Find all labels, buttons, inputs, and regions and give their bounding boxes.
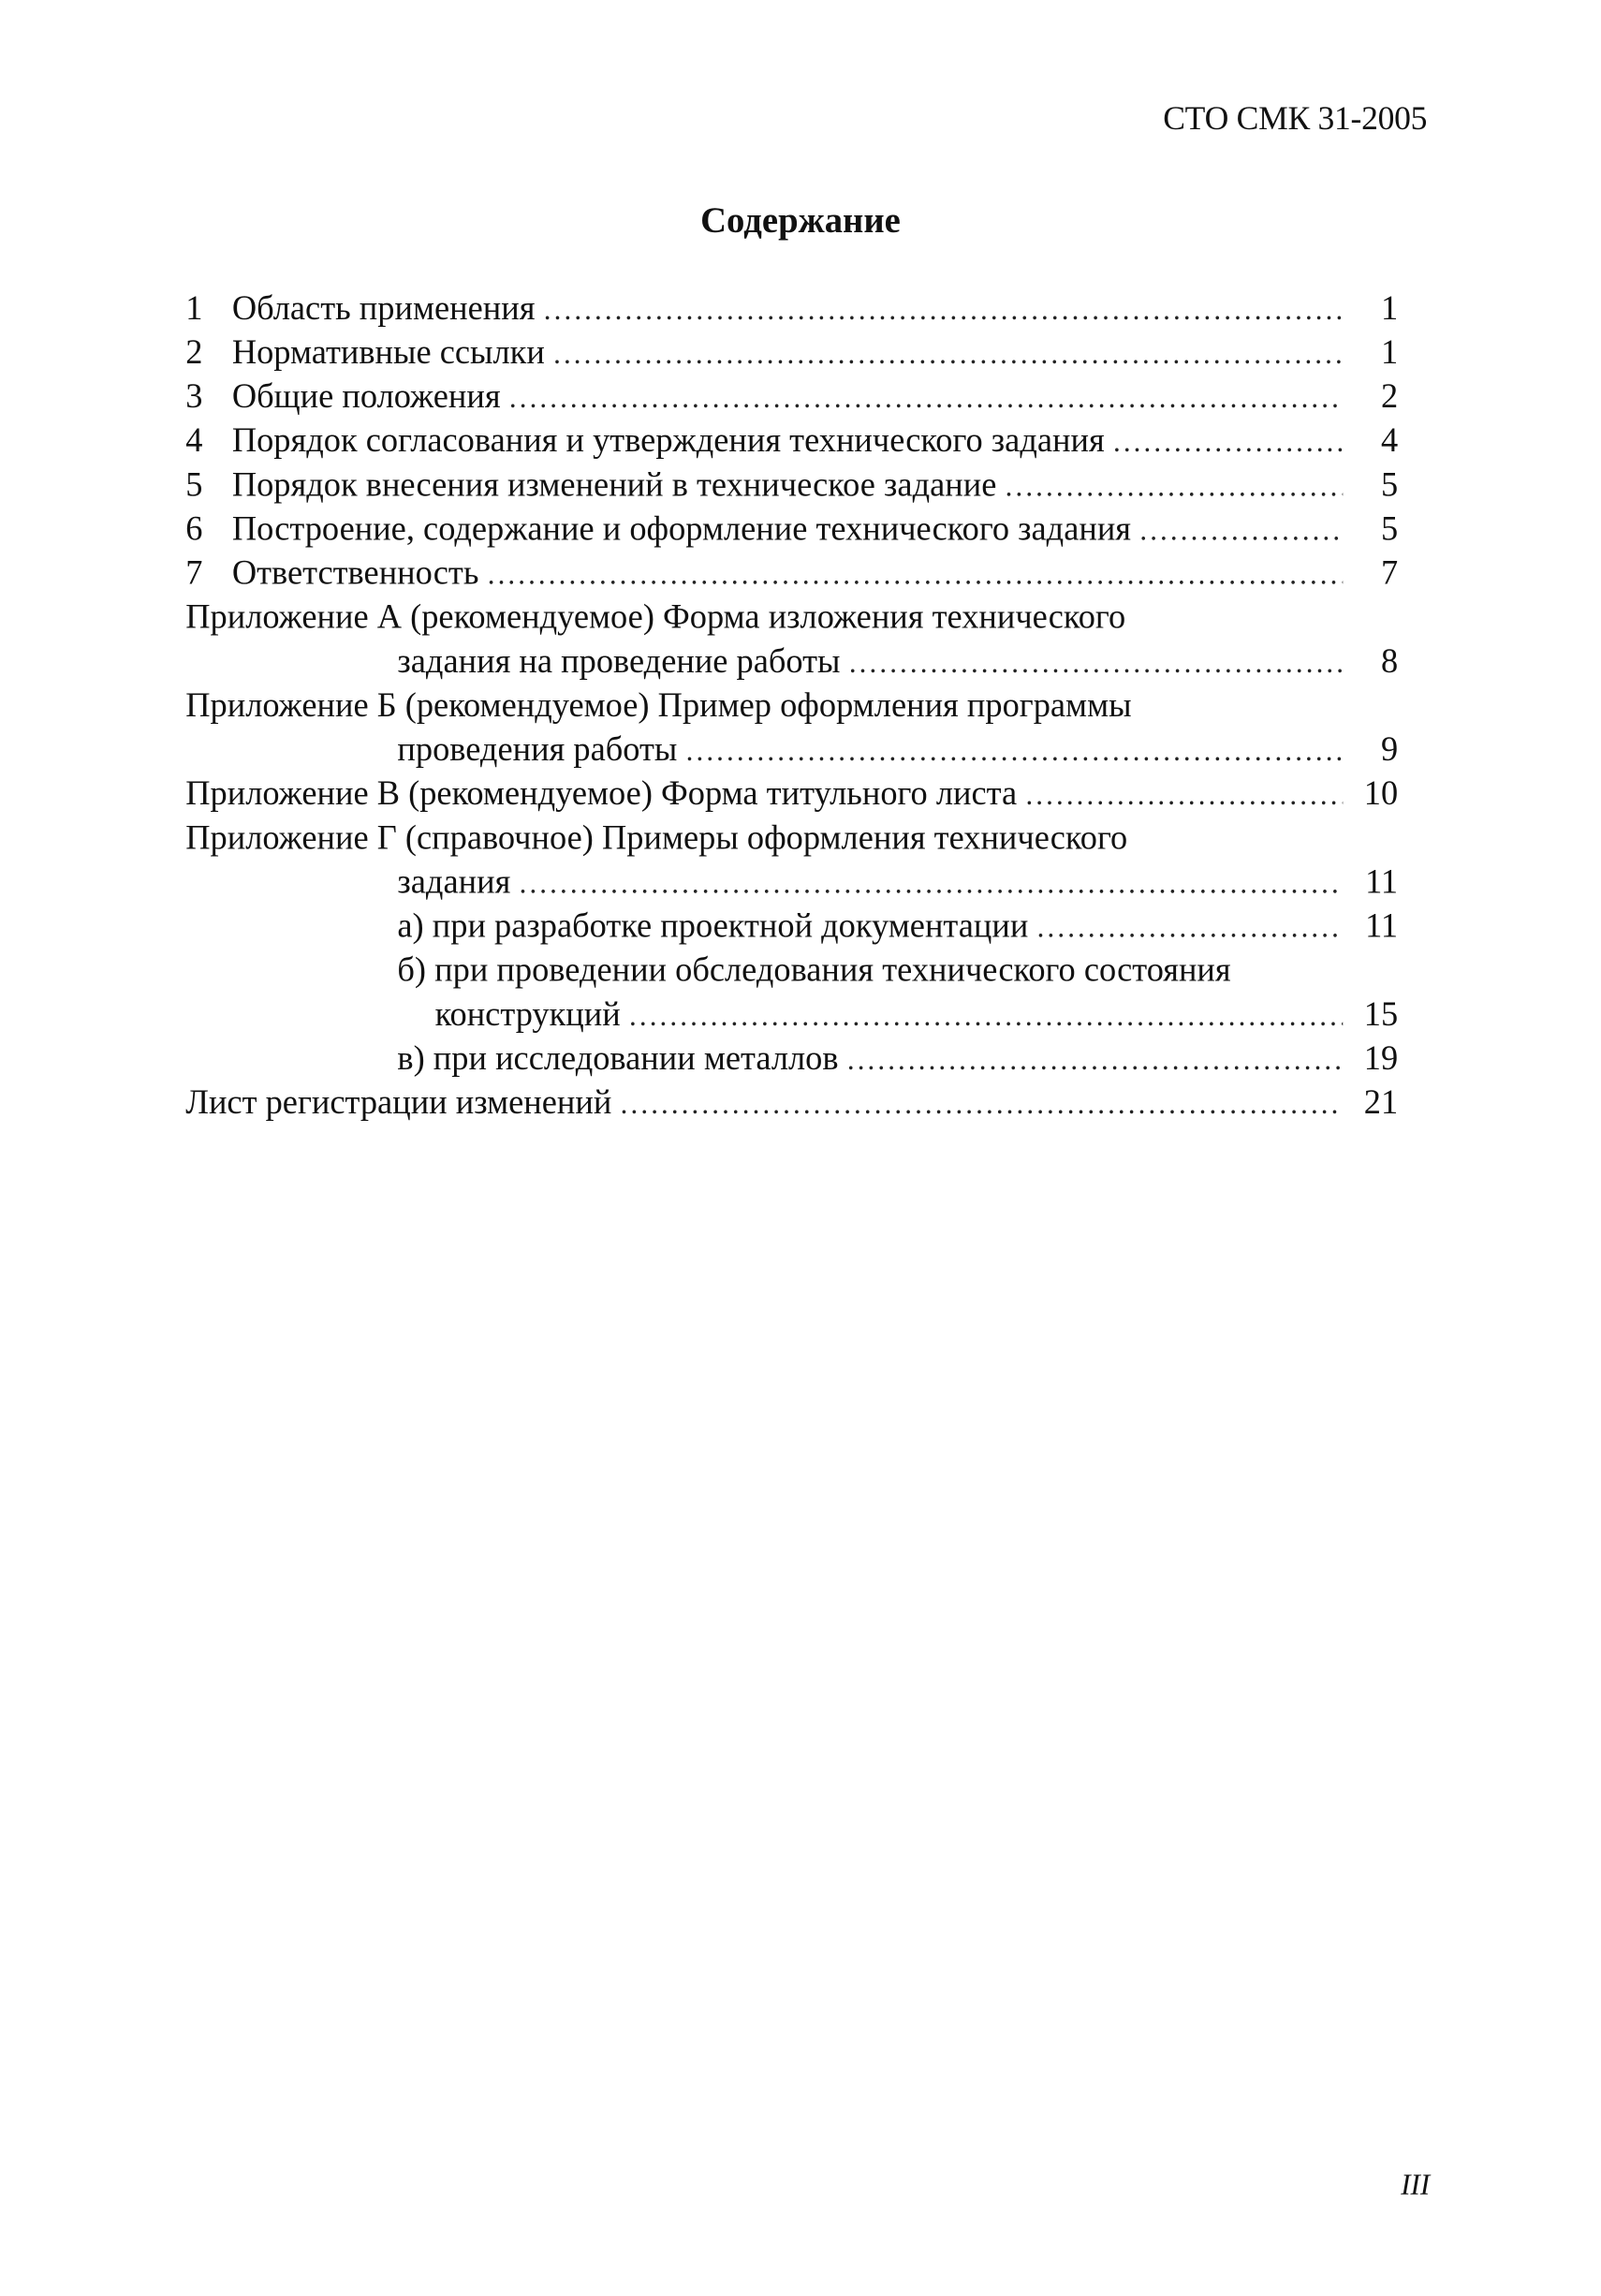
toc-item-text: проведения работы xyxy=(397,730,678,770)
toc-item-text: конструкций xyxy=(434,995,621,1035)
toc-item-text: Порядок согласования и утверждения технического задания xyxy=(231,421,1105,461)
toc-item-page: 11 xyxy=(1365,863,1399,902)
toc-item-page: 5 xyxy=(1380,465,1399,505)
toc-appendix-b-continuation[interactable] xyxy=(185,729,1398,773)
toc-item-5[interactable] xyxy=(185,464,1398,508)
dot-leader xyxy=(1025,773,1343,817)
toc-item-number: 1 xyxy=(185,289,203,329)
toc-item-text: Общие положения xyxy=(231,377,501,417)
toc-item-text: задания на проведение работы xyxy=(397,642,841,682)
toc-appendix-g-title[interactable] xyxy=(185,817,1398,861)
toc-item-text: задания xyxy=(397,863,511,902)
toc-item-page: 15 xyxy=(1363,995,1399,1035)
toc-item-text: Лист регистрации изменений xyxy=(185,1083,612,1123)
table-of-contents xyxy=(185,287,1398,1125)
toc-item-page: 11 xyxy=(1365,907,1399,947)
toc-item-6[interactable] xyxy=(185,508,1398,552)
toc-item-page: 8 xyxy=(1380,642,1399,682)
document-code: СТО СМК 31-2005 xyxy=(1163,99,1428,138)
toc-item-page: 2 xyxy=(1380,377,1399,417)
toc-appendix-a-continuation[interactable] xyxy=(185,640,1398,684)
toc-item-page: 19 xyxy=(1363,1039,1399,1079)
dot-leader xyxy=(553,332,1343,376)
toc-item-text: Приложение Б (рекомендуемое) Пример оформления программы xyxy=(185,686,1132,726)
toc-item-text: Порядок внесения изменений в техническое задание xyxy=(231,465,997,505)
toc-item-7[interactable] xyxy=(185,552,1398,596)
toc-item-page: 10 xyxy=(1363,774,1399,814)
toc-appendix-v[interactable] xyxy=(185,773,1398,817)
dot-leader xyxy=(1139,508,1343,552)
toc-item-page: 9 xyxy=(1380,730,1399,770)
toc-appendix-g-sub-v[interactable] xyxy=(185,1037,1398,1081)
dot-leader xyxy=(544,288,1343,332)
toc-item-text: Построение, содержание и оформление технического задания xyxy=(231,510,1132,549)
toc-item-text: в) при исследовании металлов xyxy=(397,1039,839,1079)
toc-item-text: Приложение Г (справочное) Примеры оформления технического xyxy=(185,818,1128,858)
toc-appendix-a-title[interactable] xyxy=(185,596,1398,640)
page-title: Содержание xyxy=(700,201,901,242)
toc-item-page: 5 xyxy=(1380,510,1399,549)
page-number-marker: III xyxy=(1401,2169,1431,2202)
toc-item-page: 7 xyxy=(1380,554,1399,594)
toc-item-3[interactable] xyxy=(185,375,1398,419)
toc-item-text: Приложение А (рекомендуемое) Форма изложения технического xyxy=(185,598,1126,638)
toc-item-number: 7 xyxy=(185,554,203,594)
toc-appendix-g-sub-b-continuation[interactable] xyxy=(185,993,1398,1037)
toc-item-number: 2 xyxy=(185,333,203,373)
toc-item-4[interactable] xyxy=(185,419,1398,464)
dot-leader xyxy=(488,553,1344,597)
dot-leader xyxy=(686,729,1344,773)
toc-item-text: а) при разработке проектной документации xyxy=(397,907,1029,947)
toc-item-text: Область применения xyxy=(231,289,536,329)
toc-item-text: Приложение В (рекомендуемое) Форма титульного листа xyxy=(185,774,1018,814)
dot-leader xyxy=(1113,420,1343,464)
toc-item-text: Ответственность xyxy=(231,554,479,594)
toc-item-page: 4 xyxy=(1380,421,1399,461)
toc-item-number: 4 xyxy=(185,421,203,461)
dot-leader xyxy=(847,1038,1343,1082)
dot-leader xyxy=(1006,464,1344,508)
toc-appendix-g-sub-a[interactable] xyxy=(185,905,1398,949)
toc-item-page: 21 xyxy=(1363,1083,1399,1123)
toc-item-1[interactable] xyxy=(185,287,1398,331)
toc-item-text: б) при проведении обследования технического состояния xyxy=(397,951,1231,991)
toc-item-text: Нормативные ссылки xyxy=(231,333,545,373)
toc-item-number: 5 xyxy=(185,465,203,505)
toc-appendix-b-title[interactable] xyxy=(185,684,1398,728)
toc-item-page: 1 xyxy=(1380,289,1399,329)
toc-item-page: 1 xyxy=(1380,333,1399,373)
dot-leader xyxy=(621,1082,1344,1126)
toc-item-number: 6 xyxy=(185,510,203,549)
toc-appendix-g-sub-b-title[interactable] xyxy=(185,949,1398,993)
dot-leader xyxy=(520,861,1344,905)
dot-leader xyxy=(1037,906,1344,950)
dot-leader xyxy=(509,376,1343,420)
dot-leader xyxy=(629,994,1343,1038)
dot-leader xyxy=(849,641,1343,685)
toc-appendix-g-continuation[interactable] xyxy=(185,861,1398,905)
toc-item-2[interactable] xyxy=(185,331,1398,375)
toc-item-number: 3 xyxy=(185,377,203,417)
toc-changes-sheet[interactable] xyxy=(185,1082,1398,1126)
